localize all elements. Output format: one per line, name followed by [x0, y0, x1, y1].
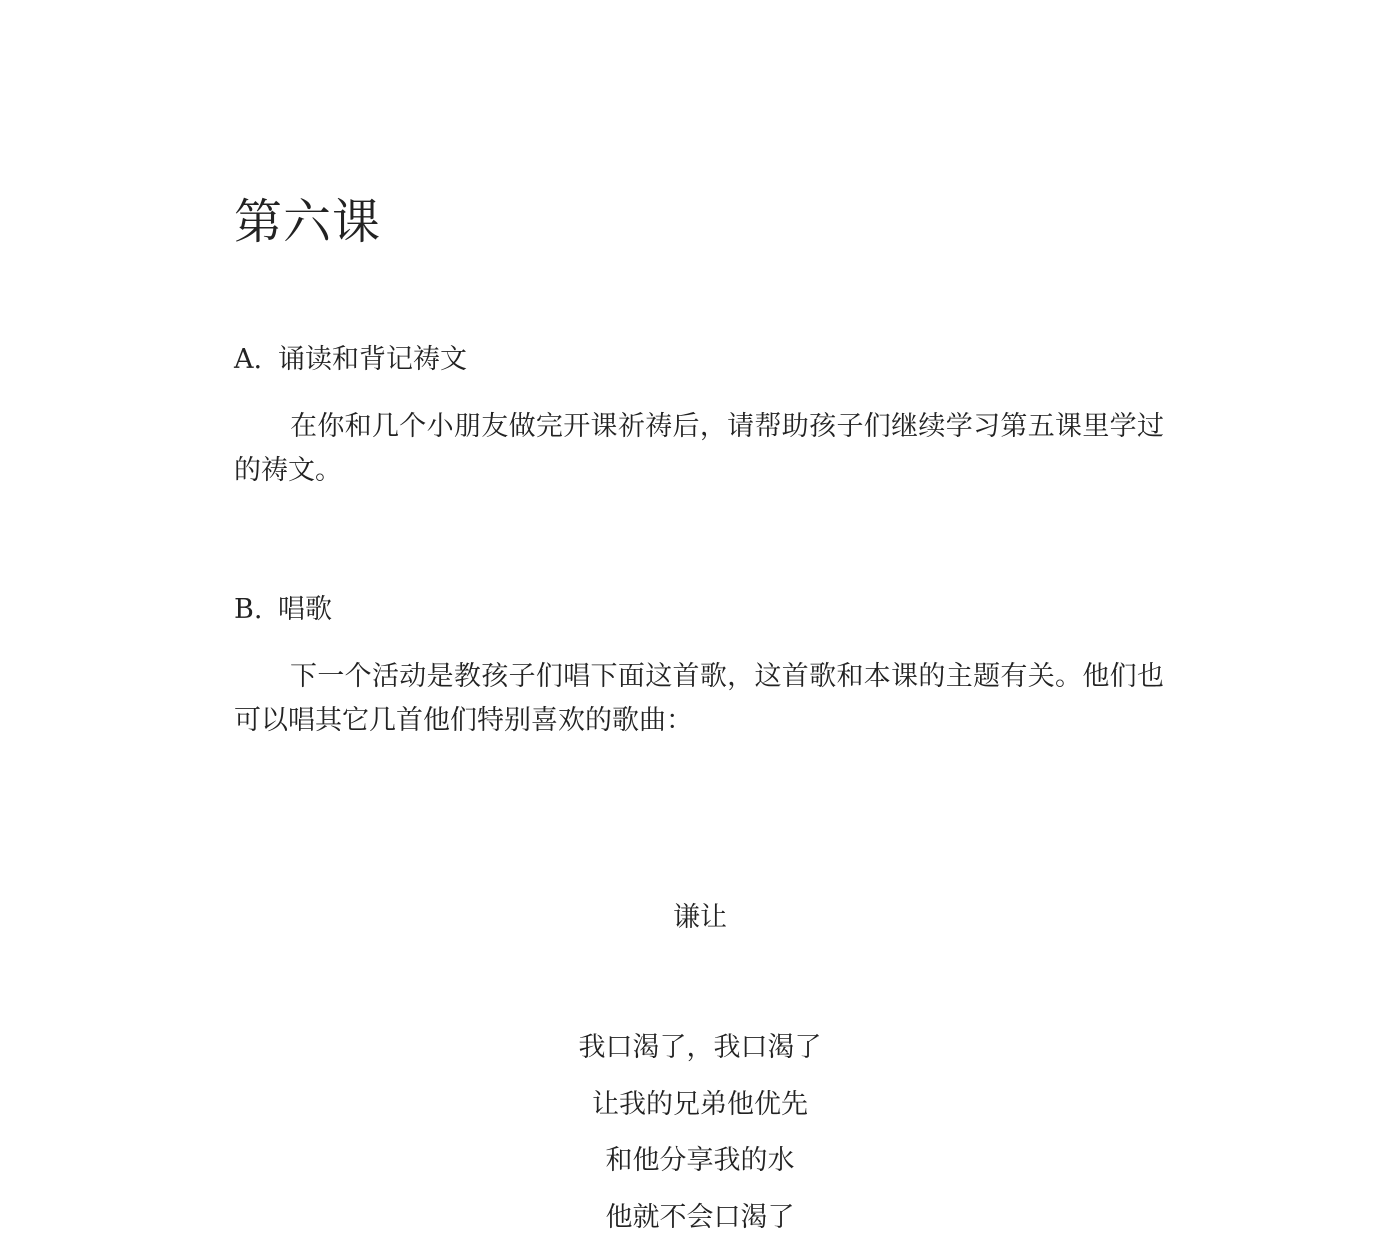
section-b-heading-text: 唱歌: [278, 594, 332, 625]
section-b-letter: B.: [234, 590, 278, 630]
lyric-line: 和他分享我的水: [0, 1133, 1400, 1190]
lyric-line: 我口渴了，我口渴了: [0, 1020, 1400, 1077]
lyric-line: 让我的兄弟他优先: [0, 1077, 1400, 1134]
song-title: 谦让: [0, 898, 1400, 938]
section-a-heading: [234, 340, 467, 380]
section-a-heading-text: 诵读和背记祷文: [278, 344, 467, 375]
lyric-line: 他就不会口渴了: [0, 1190, 1400, 1246]
song-lyrics: [0, 1020, 1400, 1246]
section-b-heading: [234, 590, 332, 630]
section-a-paragraph: 在你和几个小朋友做完开课祈祷后，请帮助孩子们继续学习第五课里学过的祷文。: [234, 405, 1164, 493]
section-b-paragraph: 下一个活动是教孩子们唱下面这首歌，这首歌和本课的主题有关。他们也可以唱其它几首他们特别喜欢的歌曲：: [234, 655, 1164, 743]
section-a-letter: A.: [234, 340, 278, 380]
lesson-title: 第六课: [234, 190, 381, 254]
